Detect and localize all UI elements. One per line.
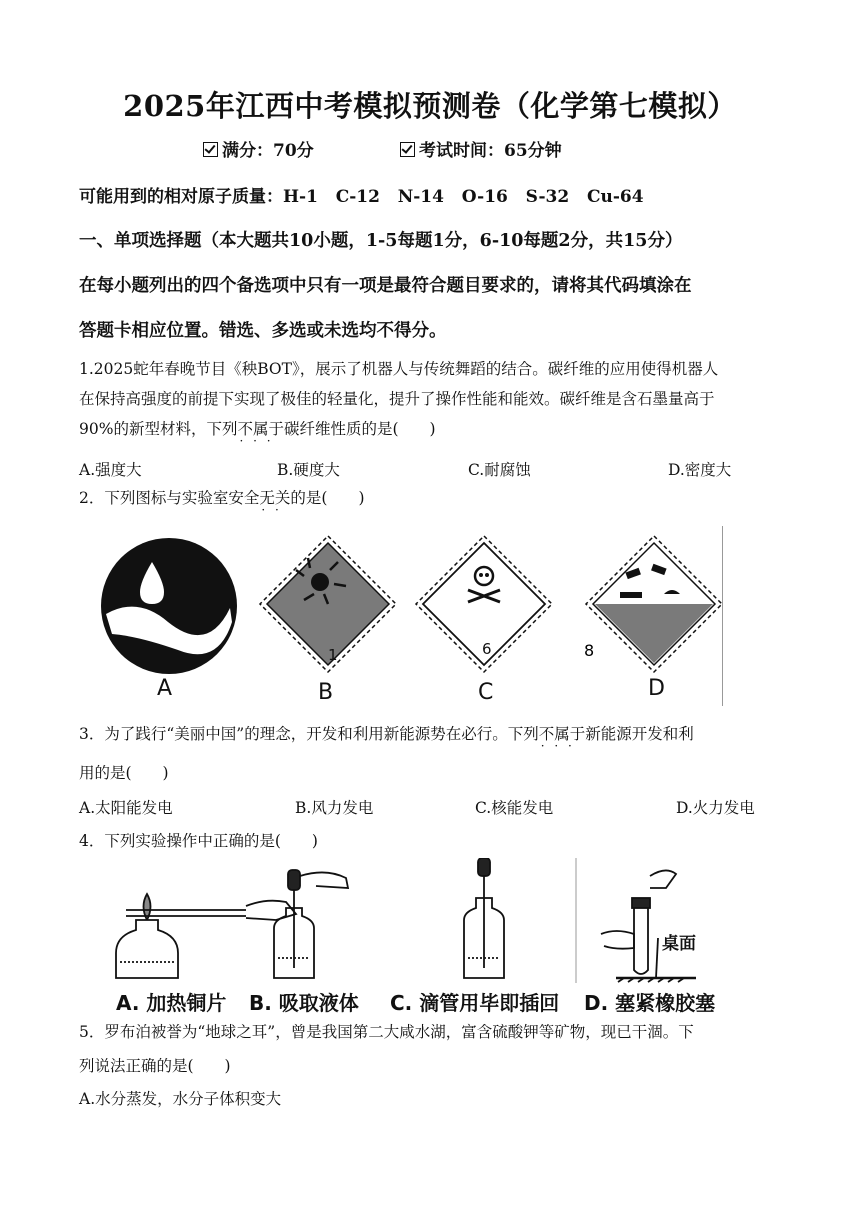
q1-option-a: A.强度大 xyxy=(79,461,142,479)
q3-option-c: C.核能发电 xyxy=(475,799,554,817)
q2-signs-svg xyxy=(98,526,722,706)
dropper-bottle-icon xyxy=(274,870,348,978)
q2-label-d: D xyxy=(648,676,665,701)
sign-number-1: 1 xyxy=(328,646,338,664)
q1-line3 xyxy=(79,417,789,439)
exam-time xyxy=(400,136,562,161)
q1-line1: 1.2025蛇年春晚节目《秧BOT》，展示了机器人与传统舞蹈的结合。碳纤维的应用使得机器人 xyxy=(79,360,719,378)
q3-option-b: B.风力发电 xyxy=(295,799,374,817)
q2-text xyxy=(79,486,789,508)
q3-option-a: A.太阳能发电 xyxy=(79,799,173,817)
q4-desk-label: 桌面 xyxy=(662,934,696,954)
page-title: 2025年江西中考模拟预测卷（化学第七模拟） xyxy=(123,89,737,123)
q4-caption-b: B. 吸取液体 xyxy=(249,991,359,1015)
corrosive-sign-icon xyxy=(586,536,722,672)
q5-option-a: A.水分蒸发，水分子体积变大 xyxy=(79,1090,282,1108)
q1-line3-post: 碳纤维性质的是( ) xyxy=(283,420,436,438)
q3-emphasis: 不属于 · · · xyxy=(539,725,586,743)
q2-label-c: C xyxy=(478,680,494,705)
q1-option-b: B.硬度大 xyxy=(277,461,340,479)
q2-pre: 2．下列图标与实验室安全 xyxy=(79,489,260,507)
q4-images-svg xyxy=(96,858,736,983)
atomic-masses: 可能用到的相对原子质量：H-1 C-12 N-14 O-16 S-32 Cu-64 xyxy=(79,187,644,207)
q3-line1-post: 新能源开发和利 xyxy=(585,725,694,743)
q3-line1-pre: 3．为了践行“美丽中国”的理念，开发和利用新能源势在必行。下列 xyxy=(79,725,539,743)
alcohol-lamp-icon xyxy=(116,894,296,978)
full-score xyxy=(203,136,314,161)
water-saving-icon xyxy=(101,538,237,674)
sign-number-6: 6 xyxy=(482,640,492,658)
q4-text: 4．下列实验操作中正确的是( ) xyxy=(79,832,318,850)
q1-line3-pre: 90%的新型材料，下列 xyxy=(79,420,238,438)
checkbox-icon xyxy=(203,142,218,157)
q2-safety-signs xyxy=(98,526,723,706)
section1-instruction-1: 在每小题列出的四个备选项中只有一项是最符合题目要求的，请将其代码填涂在 xyxy=(79,276,692,296)
q3-line2: 用的是( ) xyxy=(79,764,169,782)
sign-number-8: 8 xyxy=(584,641,595,660)
q3-option-d: D.火力发电 xyxy=(676,799,755,817)
q4-caption-d: D. 塞紧橡胶塞 xyxy=(584,991,716,1015)
q4-caption-c: C. 滴管用毕即插回 xyxy=(390,991,560,1015)
full-score-text: 满分：70分 xyxy=(222,141,314,161)
q4-operation-images xyxy=(96,858,736,1015)
q5-line1: 5．罗布泊被誉为“地球之耳”，曾是我国第二大咸水湖，富含硫酸钾等矿物，现已干涸。下 xyxy=(79,1023,694,1041)
test-tube-stopper-icon xyxy=(601,870,696,982)
section1-heading: 一、单项选择题（本大题共10小题，1-5每题1分，6-10每题2分，共15分） xyxy=(79,231,683,251)
q2-post: 的是( ) xyxy=(290,489,365,507)
checkbox-icon xyxy=(400,142,415,157)
exam-time-text: 考试时间：65分钟 xyxy=(419,141,562,161)
section1-instruction-2: 答题卡相应位置。错选、多选或未选均不得分。 xyxy=(79,321,447,341)
q3-line1 xyxy=(79,722,789,744)
q1-emphasis: 不属于 · · · xyxy=(237,420,284,438)
q5-line2: 列说法正确的是( ) xyxy=(79,1057,231,1075)
q2-label-b: B xyxy=(318,680,334,705)
q2-label-a: A xyxy=(157,676,173,701)
q1-option-c: C.耐腐蚀 xyxy=(468,461,531,479)
dropper-return-icon xyxy=(464,858,504,978)
q2-emphasis: 无关 · · xyxy=(259,489,290,507)
q4-caption-a: A. 加热铜片 xyxy=(116,991,227,1015)
q1-line2: 在保持高强度的前提下实现了极佳的轻量化，提升了操作性能和能效。碳纤维是含石墨量高于 xyxy=(79,390,715,408)
q1-option-d: D.密度大 xyxy=(668,461,732,479)
